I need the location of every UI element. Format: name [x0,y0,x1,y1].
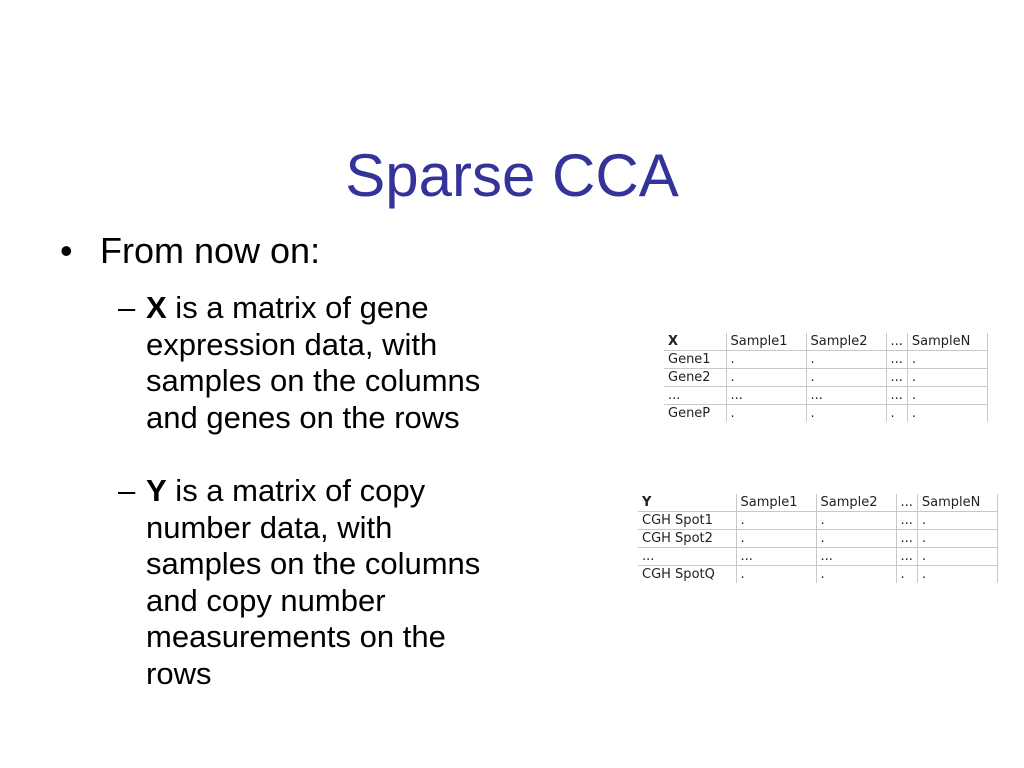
table-cell: . [736,566,816,584]
row-header: GeneP [664,405,726,423]
table-cell: . [917,566,997,584]
matrix-y-table [638,494,998,583]
sub-bullet-line: measurements on the [146,619,446,654]
table-row [664,369,987,387]
table-cell: ... [886,369,907,387]
column-header: SampleN [917,494,997,512]
table-cell: . [886,405,907,423]
matrix-x-table [664,333,988,422]
table-cell: . [907,405,987,423]
table-row [664,405,987,423]
row-header: Gene1 [664,351,726,369]
table-cell: . [726,351,806,369]
table-cell: . [917,512,997,530]
table-cell: ... [806,387,886,405]
column-header: ... [886,333,907,351]
table-cell: ... [726,387,806,405]
sub-bullet-line-text: is a matrix of gene [166,290,429,325]
table-cell: ... [736,548,816,566]
table-cell: . [917,548,997,566]
sub-bullet-line: samples on the columns [146,363,481,398]
bullet-text: From now on: [100,230,321,271]
table-cell: . [907,351,987,369]
table-cell: . [896,566,917,584]
table-row [638,512,997,530]
table-row [638,566,997,584]
column-header: Sample1 [736,494,816,512]
table-cell: . [816,530,896,548]
row-header: ... [664,387,726,405]
column-header: SampleN [907,333,987,351]
table-cell: . [726,405,806,423]
table-cell: . [806,369,886,387]
variable-y: Y [146,473,167,508]
table-cell: . [816,512,896,530]
table-cell: ... [896,512,917,530]
table-cell: ... [816,548,896,566]
table-cell: . [907,369,987,387]
variable-x: X [146,290,167,325]
table-cell: . [726,369,806,387]
sub-bullet-line: rows [146,655,212,691]
table-cell: . [816,566,896,584]
sub-bullet-y-text [146,473,616,692]
row-header: CGH SpotQ [638,566,736,584]
column-header: Sample2 [816,494,896,512]
row-header: ... [638,548,736,566]
table-header-row [638,494,997,512]
sub-bullet-line [146,473,616,510]
table-cell: ... [886,351,907,369]
row-header: CGH Spot1 [638,512,736,530]
sub-bullet-line-text: is a matrix of copy [166,473,426,508]
sub-bullet-marker: – [118,473,136,508]
table-cell: ... [886,387,907,405]
column-header: ... [896,494,917,512]
table-cell: ... [896,548,917,566]
table-header-row [664,333,987,351]
column-header: Sample2 [806,333,886,351]
bullet-marker: • [60,230,73,271]
sub-bullet-line: number data, with [146,509,393,545]
table-row [638,530,997,548]
table-cell: . [806,351,886,369]
row-header: CGH Spot2 [638,530,736,548]
sub-bullet-line: and genes on the rows [146,399,460,435]
sub-bullet-x-text [146,290,616,436]
table-cell: . [907,387,987,405]
sub-bullet-line [146,290,616,327]
sub-bullet-marker: – [118,290,136,325]
table-cell: ... [896,530,917,548]
column-header: Sample1 [726,333,806,351]
slide-title: Sparse CCA [345,142,679,210]
table-cell: . [917,530,997,548]
table-row [664,387,987,405]
table-corner-label: X [664,333,726,351]
sub-bullet-line: and copy number [146,582,386,618]
row-header: Gene2 [664,369,726,387]
table-corner-label: Y [638,494,736,512]
table-cell: . [736,530,816,548]
table-cell: . [806,405,886,423]
table-row [664,351,987,369]
sub-bullet-line: samples on the columns [146,546,481,581]
table-cell: . [736,512,816,530]
bullet-from-now-on [60,226,320,276]
sub-bullet-line: expression data, with [146,326,438,362]
table-row [638,548,997,566]
